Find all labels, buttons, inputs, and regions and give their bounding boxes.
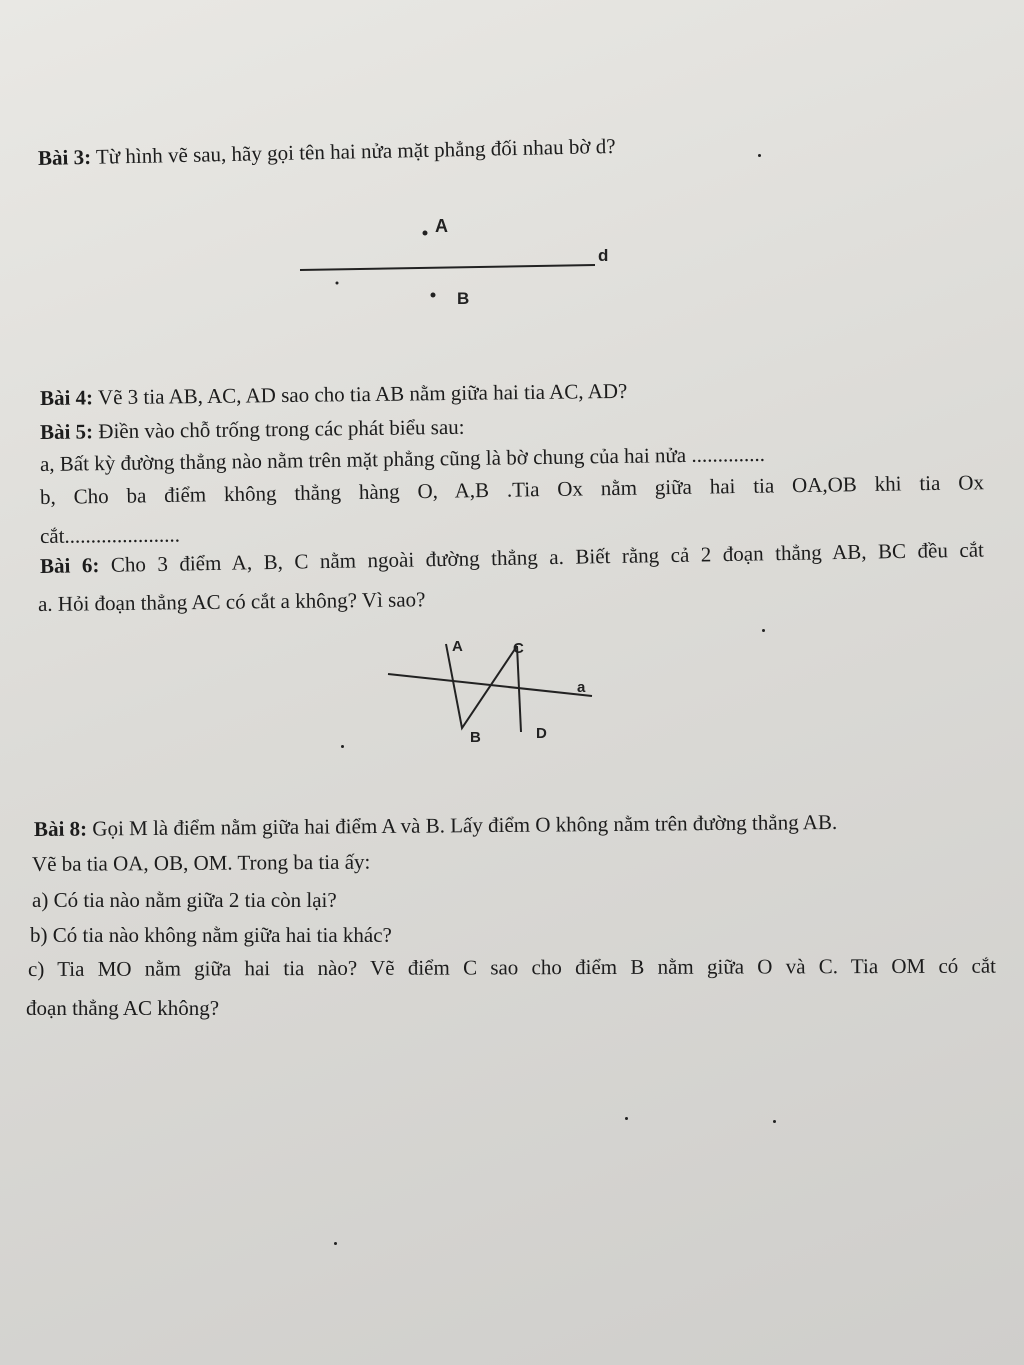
bai3-question	[38, 132, 616, 172]
bai3-figure	[290, 205, 630, 315]
point-b-dot	[431, 293, 436, 298]
point-c-label: C	[513, 640, 524, 657]
paper-speck	[758, 154, 761, 157]
point-d-label: D	[536, 725, 547, 742]
bai5-question	[40, 413, 465, 446]
stray-dot	[336, 282, 339, 285]
bai5-label: Bài 5:	[39, 419, 94, 444]
bai5-item-b-line2: cắt......................	[39, 522, 181, 548]
bai8-item-a: a) Có tia nào nằm giữa 2 tia còn lại?	[32, 888, 337, 912]
paper-speck	[341, 745, 344, 748]
bai6-figure	[380, 632, 610, 752]
paper-speck	[334, 1242, 337, 1245]
line-d-label: d	[598, 246, 609, 265]
bai4-text: Vẽ 3 tia AB, AC, AD sao cho tia AB nằm giữa hai tia AC, AD?	[92, 378, 628, 410]
bai8-question-line1	[34, 808, 837, 843]
bai5-item-a: a, Bất kỳ đường thẳng nào nằm trên mặt phẳng cũng là bờ chung của hai nửa ..............	[39, 441, 766, 476]
bai8-label: Bài 8:	[33, 816, 88, 841]
bai6-label: Bài 6:	[39, 552, 100, 578]
bai3-label: Bài 3:	[37, 144, 92, 170]
bai8-text-line1: Gọi M là điểm nằm giữa hai điểm A và B. Lấy điểm O không nằm trên đường thẳng AB.	[86, 809, 838, 841]
bai4-label: Bài 4:	[39, 385, 94, 410]
point-a-dot	[423, 231, 428, 236]
bai6-text-line1: Cho 3 điểm A, B, C nằm ngoài đường thẳng a. Biết rằng cả 2 đoạn thẳng AB, BC đều cắt	[99, 537, 985, 577]
point-a-label: A	[435, 216, 448, 236]
bai5-item-b-line1: b, Cho ba điểm không thẳng hàng O, A,B .Tia Ox nằm giữa hai tia OA,OB khi tia Ox	[39, 470, 985, 509]
bai8-item-c-line1: c) Tia MO nằm giữa hai tia nào? Vẽ điểm C sao cho điểm B nằm giữa O và C. Tia OM có cắt	[27, 953, 997, 981]
line-d	[300, 265, 595, 270]
paper-speck	[625, 1117, 628, 1120]
bai5-text: Điền vào chỗ trống trong các phát biểu sau:	[92, 414, 465, 444]
bai3-text: Từ hình vẽ sau, hãy gọi tên hai nửa mặt phẳng đối nhau bờ d?	[90, 133, 616, 169]
bai8-question-line2: Vẽ ba tia OA, OB, OM. Trong ba tia ấy:	[31, 849, 371, 876]
bai6-question-line1	[40, 536, 984, 580]
paper-speck	[762, 629, 765, 632]
bai4-question	[40, 377, 628, 412]
point-b-label: B	[470, 729, 481, 746]
bai8-item-c-line2: đoạn thẳng AC không?	[26, 996, 220, 1020]
line-a-label: a	[577, 679, 586, 696]
bai8-item-b: b) Có tia nào không nằm giữa hai tia khác?	[30, 923, 392, 947]
paper-speck	[773, 1120, 776, 1123]
point-b-label: B	[457, 289, 470, 308]
point-a-label: A	[452, 638, 463, 655]
bai6-question-line2: a. Hỏi đoạn thẳng AC có cắt a không? Vì sao?	[37, 587, 426, 616]
